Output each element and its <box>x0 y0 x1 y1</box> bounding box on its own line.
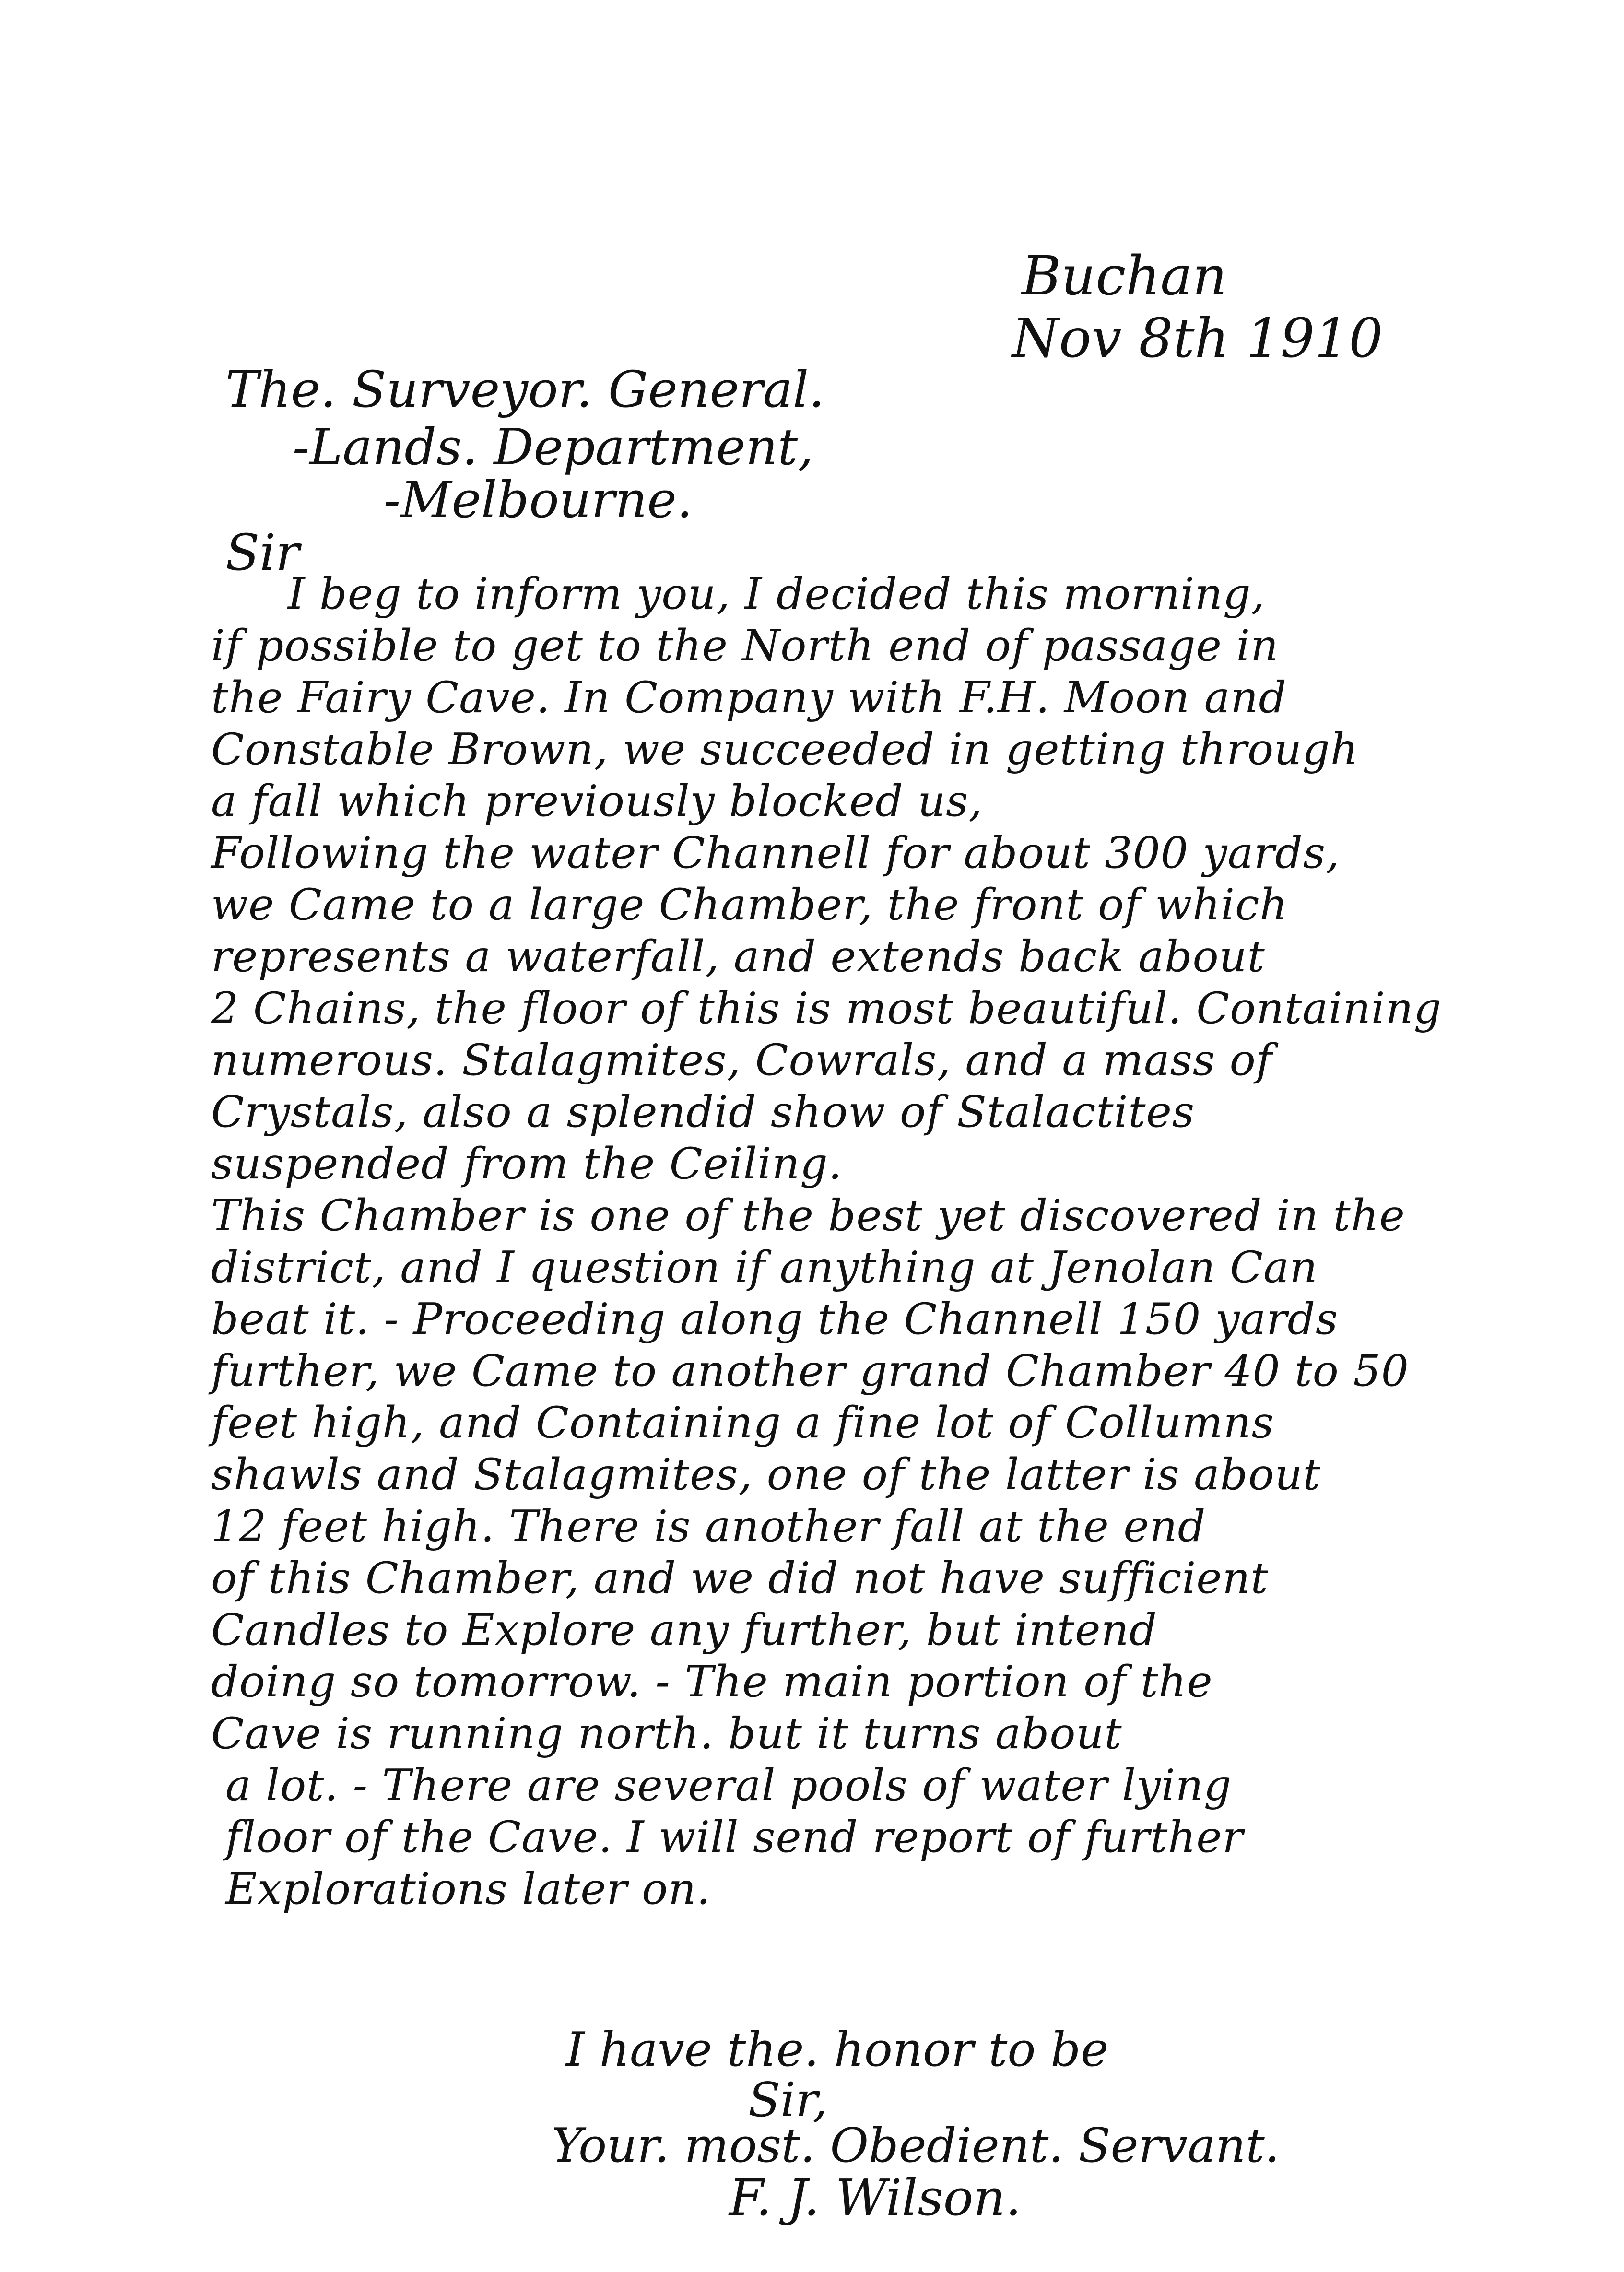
closing-line-1: I have the. honor to be <box>566 2023 1109 2077</box>
recipient-line-2: -Lands. Department, <box>293 418 814 476</box>
body-line: represents a waterfall, and extends back about <box>211 931 1265 982</box>
letter-body <box>211 568 1442 1915</box>
body-line: suspended from the Ceiling. <box>211 1139 843 1189</box>
body-line: we Came to a large Chamber, the front of which <box>211 880 1288 930</box>
body-line: shawls and Stalagmites, one of the latter is about <box>211 1449 1321 1500</box>
body-line: Explorations later on. <box>225 1864 711 1914</box>
body-line: Candles to Explore any further, but intend <box>211 1605 1158 1655</box>
body-line: if possible to get to the North end of passage in <box>211 621 1279 671</box>
body-line: floor of the Cave. I will send report of further <box>225 1812 1244 1862</box>
salutation: Sir <box>225 523 300 582</box>
body-line: a fall which previously blocked us, <box>211 776 983 826</box>
body-line: 12 feet high. There is another fall at the end <box>211 1501 1206 1552</box>
recipient-line-1: The. Surveyor. General. <box>225 360 825 419</box>
body-line: Crystals, also a splendid show of Stalactites <box>211 1087 1195 1137</box>
body-line: 2 Chains, the floor of this is most beautiful. Containing <box>211 983 1442 1034</box>
recipient-line-3: -Melbourne. <box>384 471 693 529</box>
body-line: This Chamber is one of the best yet discovered in the <box>211 1190 1405 1241</box>
body-line: further, we Came to another grand Chamber 40 to 50 <box>211 1346 1409 1396</box>
body-line: Cave is running north. but it turns about <box>211 1708 1122 1759</box>
body-line: Following the water Channell for about 300 yards, <box>211 828 1340 878</box>
body-line: district, and I question if anything at Jenolan Can <box>211 1242 1318 1293</box>
body-line: doing so tomorrow. - The main portion of the <box>211 1657 1213 1707</box>
body-line: feet high, and Containing a fine lot of Collumns <box>211 1398 1274 1448</box>
body-line: the Fairy Cave. In Company with F.H. Moon and <box>211 672 1287 723</box>
letter-place: Buchan <box>1022 245 1227 307</box>
closing-line-2: Sir, <box>748 2073 828 2128</box>
body-line: numerous. Stalagmites, Cowrals, and a mass of <box>211 1035 1273 1085</box>
closing-line-3: Your. most. Obedient. Servant. <box>552 2119 1280 2173</box>
body-line: I beg to inform you, I decided this morning, <box>288 569 1266 619</box>
body-line: Constable Brown, we succeeded in getting through <box>211 724 1359 775</box>
signature: F. J. Wilson. <box>729 2168 1022 2227</box>
letter-date: Nov 8th 1910 <box>1012 307 1383 370</box>
body-line: of this Chamber, and we did not have sufficient <box>211 1553 1269 1603</box>
body-line: beat it. - Proceeding along the Channell 150 yards <box>211 1294 1339 1344</box>
body-line: a lot. - There are several pools of water lying <box>225 1760 1232 1811</box>
